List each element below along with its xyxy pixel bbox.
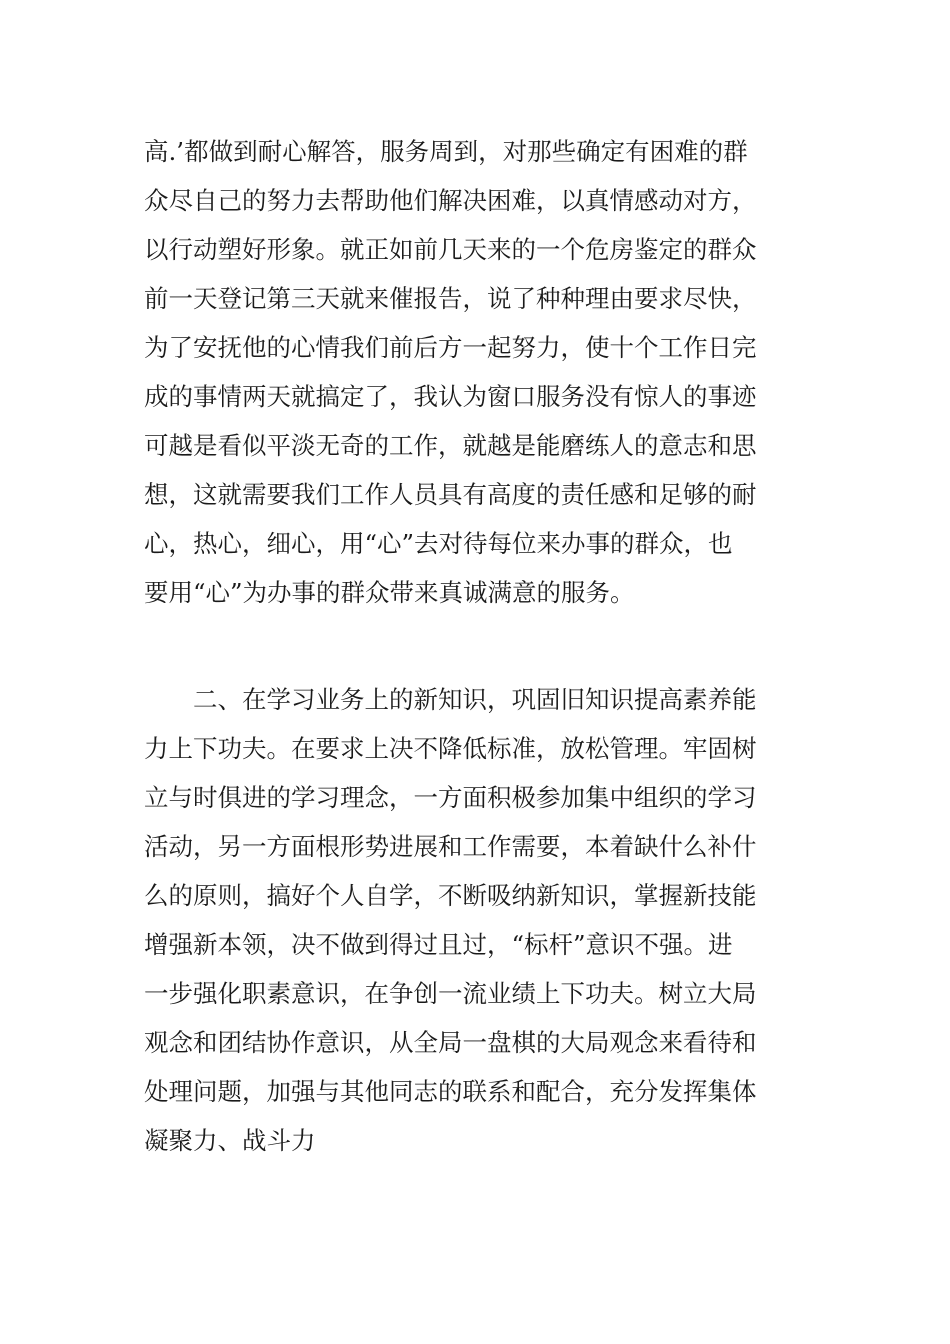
text-line: 么的原则，搞好个人自学，不断吸纳新知识，掌握新技能 xyxy=(144,881,757,910)
text-line: 活动，另一方面根形势进展和工作需要，本着缺什么补什 xyxy=(144,832,757,861)
text-line: 心，热心，细心，用“心”去对待每位来办事的群众，也 xyxy=(144,529,733,558)
text-line: 一步强化职素意识，在争创一流业绩上下功夫。树立大局 xyxy=(144,979,757,1008)
text-line: 前一天登记第三天就来催报告，说了种种理由要求尽快， xyxy=(144,284,757,313)
text-line: 以行动塑好形象。就正如前几天来的一个危房鉴定的群众 xyxy=(144,235,757,264)
text-line: 观念和团结协作意识，从全局一盘棋的大局观念来看待和 xyxy=(144,1028,757,1057)
text-line: 众尽自己的努力去帮助他们解决困难，以真情感动对方， xyxy=(144,186,757,215)
text-line: 增强新本领，决不做到得过且过，“标杆”意识不强。进 xyxy=(144,930,733,959)
text-line: 力上下功夫。在要求上决不降低标准，放松管理。牢固树 xyxy=(144,734,757,763)
text-line: 二、在学习业务上的新知识，巩固旧知识提高素养能 xyxy=(144,685,757,714)
text-line: 凝聚力、战斗力 xyxy=(144,1126,316,1155)
paragraph-section-two xyxy=(144,675,814,1165)
text-line: 高.’都做到耐心解答，服务周到，对那些确定有困难的群 xyxy=(144,137,748,166)
text-line: 成的事情两天就搞定了，我认为窗口服务没有惊人的事迹 xyxy=(144,382,757,411)
text-line: 为了安抚他的心情我们前后方一起努力，使十个工作日完 xyxy=(144,333,757,362)
paragraph-service xyxy=(144,127,814,617)
text-line: 要用“心”为办事的群众带来真诚满意的服务。 xyxy=(144,578,635,607)
text-line: 可越是看似平淡无奇的工作，就越是能磨练人的意志和思 xyxy=(144,431,757,460)
text-line: 处理问题，加强与其他同志的联系和配合，充分发挥集体 xyxy=(144,1077,757,1106)
text-line: 想，这就需要我们工作人员具有高度的责任感和足够的耐 xyxy=(144,480,757,509)
text-line: 立与时俱进的学习理念，一方面积极参加集中组织的学习 xyxy=(144,783,757,812)
